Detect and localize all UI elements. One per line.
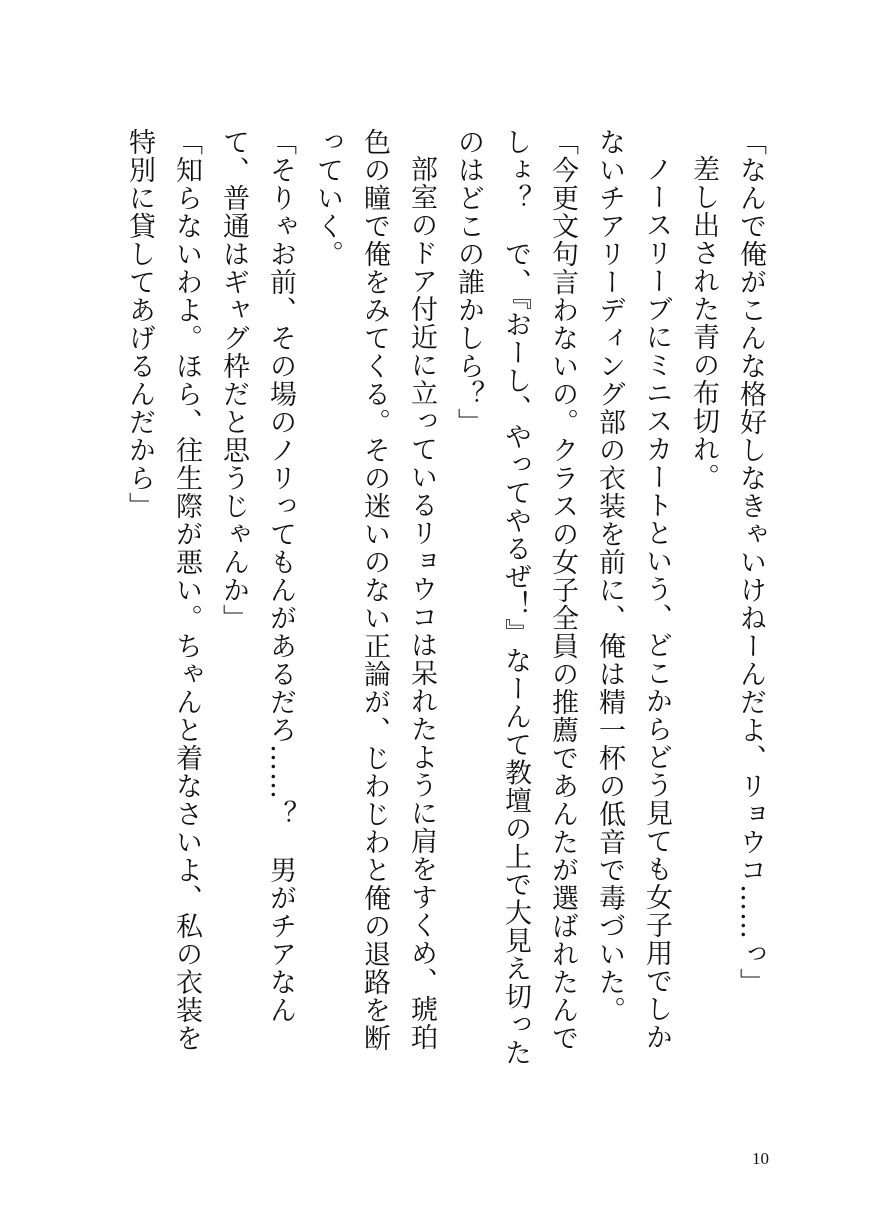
vertical-text-body xyxy=(116,128,774,1068)
narration-line: ノースリーブにミニスカートという、どこからどう見ても女子用でしかないチアリーディング部の衣装を前に、俺は精一杯の低音で毒づいた。 xyxy=(594,128,672,1051)
narration-line: 部室のドア付近に立っているリョウコは呆れたように肩をすくめ、琥珀色の瞳で俺をみてくる。その迷いのない正論が、じわじわと俺の退路を断っていく。 xyxy=(312,128,437,1052)
dialogue-line: 「そりゃお前、その場のノリってもんがあるだろ……？ 男がチアなんて、普通はギャグ枠だと思うじゃんか」 xyxy=(218,128,296,1024)
page-number: 10 xyxy=(752,1149,769,1168)
narration-line: 差し出された青の布切れ。 xyxy=(688,155,719,491)
dialogue-line: 「今更文句言わないの。クラスの女子全員の推薦であんたが選ばれたんでしょ？ で、『おーし、やってやるぜ！』なーんて教壇の上で大見え切ったのはどこの誰かしら？」 xyxy=(453,128,578,1067)
dialogue-line: 「なんで俺がこんな格好しなきゃいけねーんだよ、リョウコ……っ」 xyxy=(735,128,766,996)
dialogue-line: 「知らないわよ。ほら、往生際が悪い。ちゃんと着なさいよ、私の衣装を特別に貸してあげるんだから」 xyxy=(124,128,202,1052)
